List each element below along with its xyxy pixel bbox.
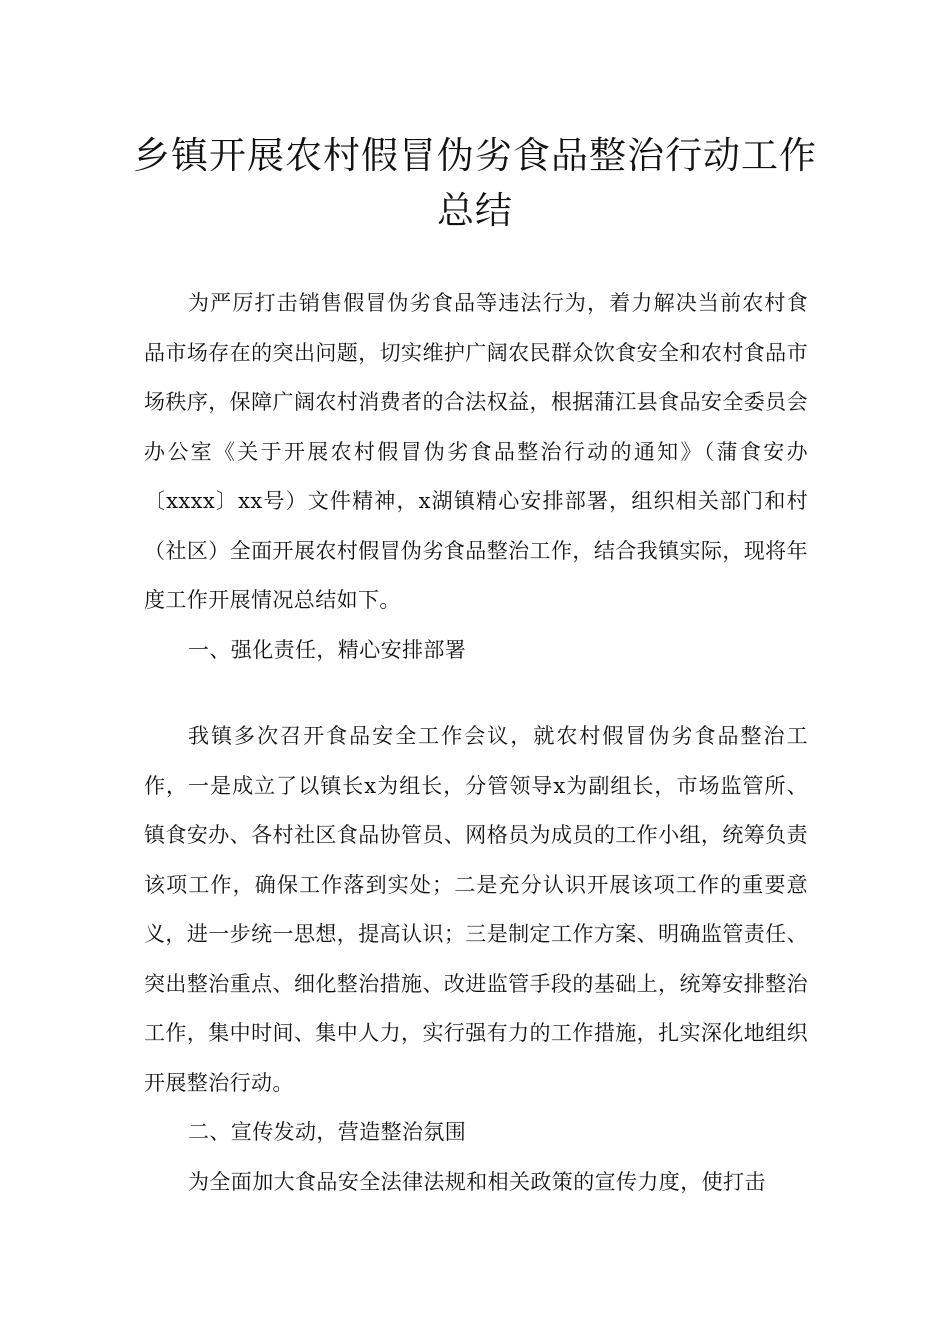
section-heading-2: 二、宣传发动，营造整治氛围 [188, 1120, 467, 1144]
paragraph-section-1: 我镇多次召开食品安全工作会议，就农村假冒伪劣食品整治工作，一是成立了以镇长x为组长，分管领导x为副组长，市场监管所、镇食安办、各村社区食品协管员、网格员为成员的工作小组，统筹负责该项工作，确保工作落到实处；二是充分认识开展该项工作的重要意义，进一步统一思想，提高认识；三是制定工作方案、明确监管责任、突出整治重点、细化整治措施、改进监管手段的基础上，统筹安排整治工作，集中时间、集中人力，实行强有力的工作措施，扎实深化地组织开展整治行动。 [144, 724, 808, 1095]
paragraph-intro: 为严厉打击销售假冒伪劣食品等违法行为，着力解决当前农村食品市场存在的突出问题，切实维护广阔农民群众饮食安全和农村食品市场秩序，保障广阔农村消费者的合法权益，根据蒲江县食品安全委员会办公室《关于开展农村假冒伪劣食品整治行动的通知》（蒲食安办〔xxxx〕xx号）文件精神，x湖镇精心安排部署，组织相关部门和村（社区）全面开展农村假冒伪劣食品整治工作，结合我镇实际，现将年度工作开展情况总结如下。 [144, 291, 808, 612]
section-heading-1: 一、强化责任，精心安排部署 [188, 637, 467, 662]
blank-gap [144, 675, 808, 712]
document-body [144, 279, 808, 1207]
paragraph-section-2: 为全面加大食品安全法律法规和相关政策的宣传力度，使打击 [188, 1169, 766, 1194]
document-title: 乡镇开展农村假冒伪劣食品整治行动工作总结 [133, 134, 817, 232]
